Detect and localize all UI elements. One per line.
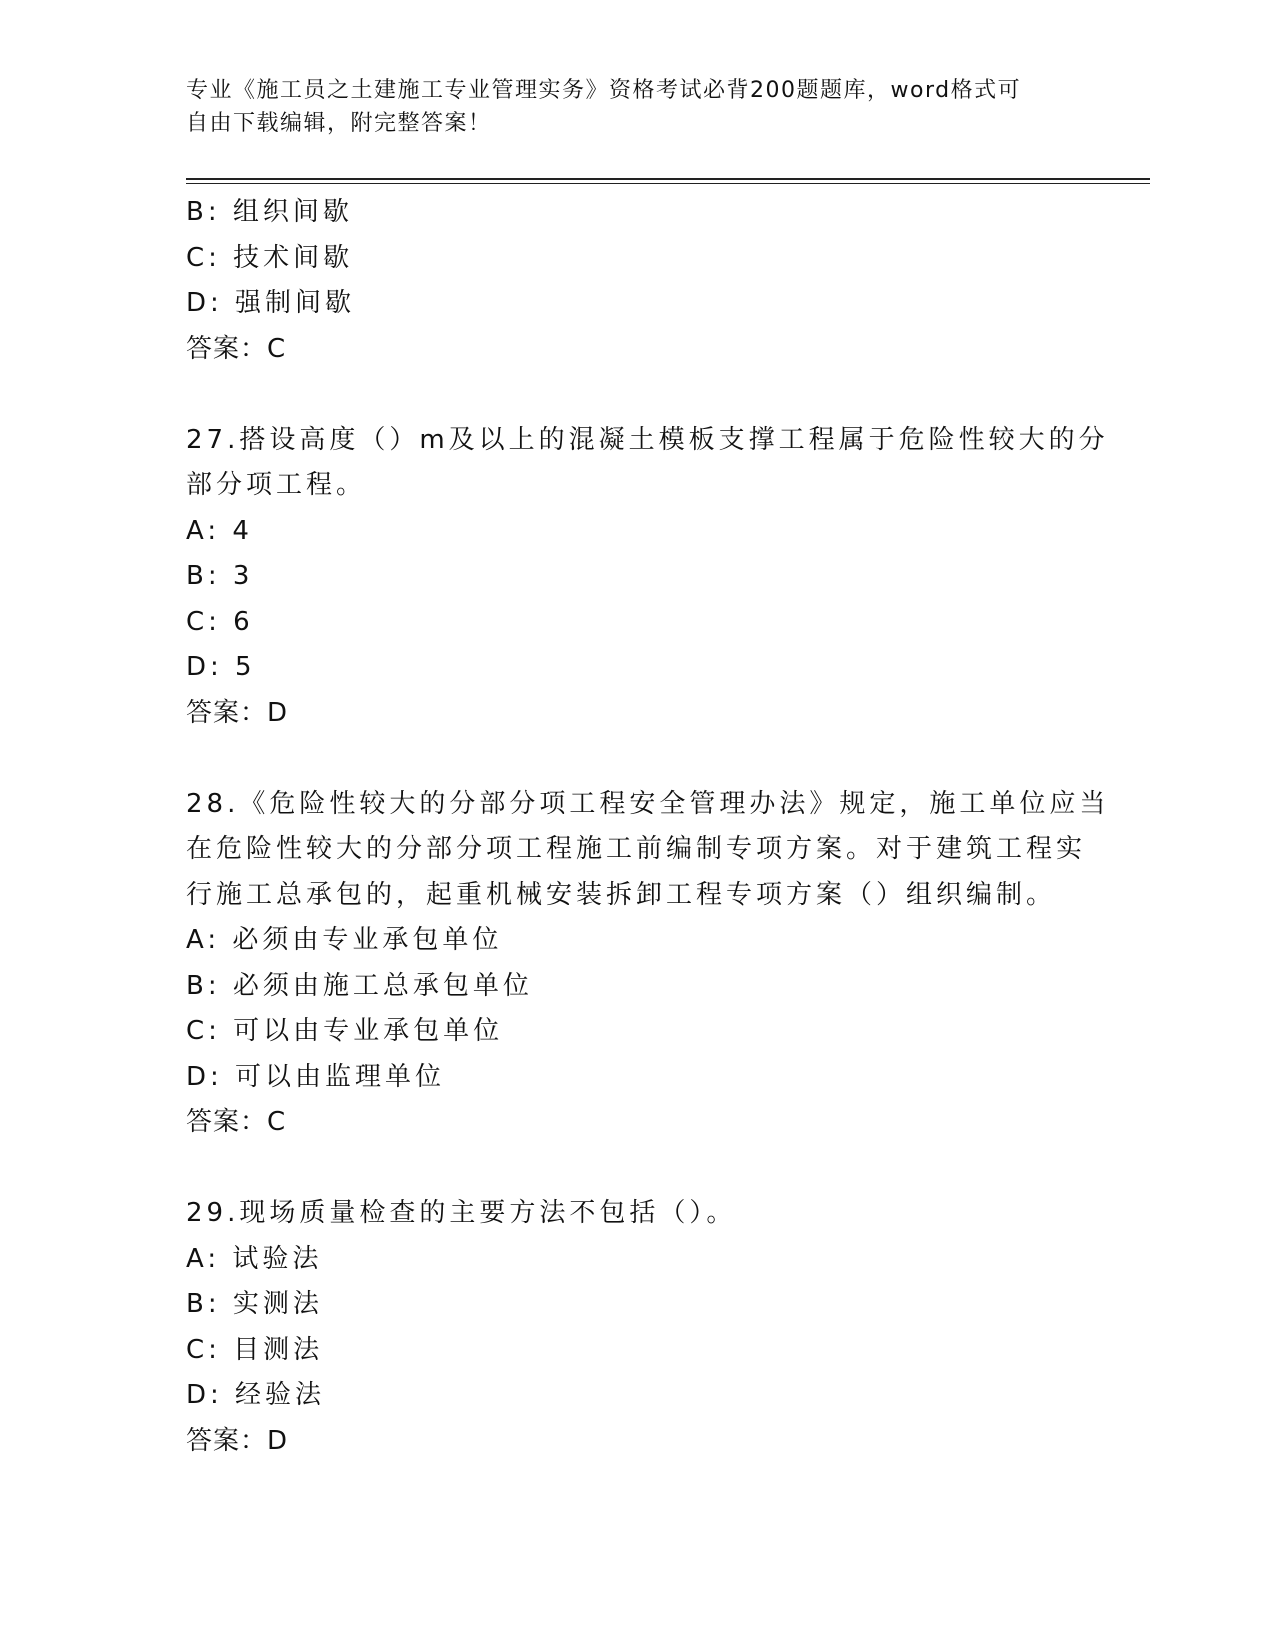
question-text-line: 部分项工程。 — [186, 470, 367, 500]
option-d: D: 5 — [186, 652, 256, 682]
question-text-line: 29.现场质量检查的主要方法不包括（）。 — [186, 1198, 737, 1228]
question-28 — [186, 782, 1110, 1146]
question-27 — [186, 418, 1109, 737]
option-a: A: 必须由专业承包单位 — [186, 925, 503, 955]
option-b: B: 3 — [186, 561, 254, 591]
spacer — [186, 736, 1086, 782]
header-divider-thick — [186, 178, 1150, 180]
option-b: B: 必须由施工总承包单位 — [186, 970, 533, 1001]
option-b: B: 实测法 — [186, 1289, 323, 1319]
spacer — [186, 1146, 1086, 1192]
answer: 答案：C — [186, 1107, 287, 1137]
answer: 答案：D — [186, 697, 289, 728]
question-26-continued — [186, 190, 1086, 372]
option-c: C: 可以由专业承包单位 — [186, 1016, 504, 1046]
spacer — [186, 372, 1086, 418]
header-line-1: 专业《施工员之土建施工专业管理实务》资格考试必背200题题库，word格式可 — [186, 78, 1022, 103]
question-text-line: 在危险性较大的分部分项工程施工前编制专项方案。对于建筑工程实 — [186, 834, 1087, 864]
header-line-2: 自由下载编辑，附完整答案！ — [186, 111, 492, 136]
document-header — [186, 74, 1066, 140]
option-c: C: 6 — [186, 606, 254, 637]
option-d: D: 强制间歇 — [186, 288, 356, 318]
header-divider-thin — [186, 183, 1150, 184]
option-c: C: 目测法 — [186, 1334, 324, 1365]
option-d: D: 经验法 — [186, 1380, 326, 1410]
option-d: D: 可以由监理单位 — [186, 1061, 446, 1092]
question-text-line: 28.《危险性较大的分部分项工程安全管理办法》规定，施工单位应当 — [186, 788, 1110, 819]
option-a: A: 试验法 — [186, 1243, 323, 1274]
option-a: A: 4 — [186, 515, 253, 546]
answer: 答案：C — [186, 333, 287, 364]
question-text-line: 行施工总承包的，起重机械安装拆卸工程专项方案（）组织编制。 — [186, 879, 1057, 910]
option-c: C: 技术间歇 — [186, 242, 354, 273]
answer: 答案：D — [186, 1425, 289, 1456]
question-text-line: 27.搭设高度（）m及以上的混凝土模板支撑工程属于危险性较大的分 — [186, 424, 1109, 455]
question-29 — [186, 1191, 1086, 1464]
question-list — [186, 190, 1110, 1464]
option-b: B: 组织间歇 — [186, 197, 353, 227]
